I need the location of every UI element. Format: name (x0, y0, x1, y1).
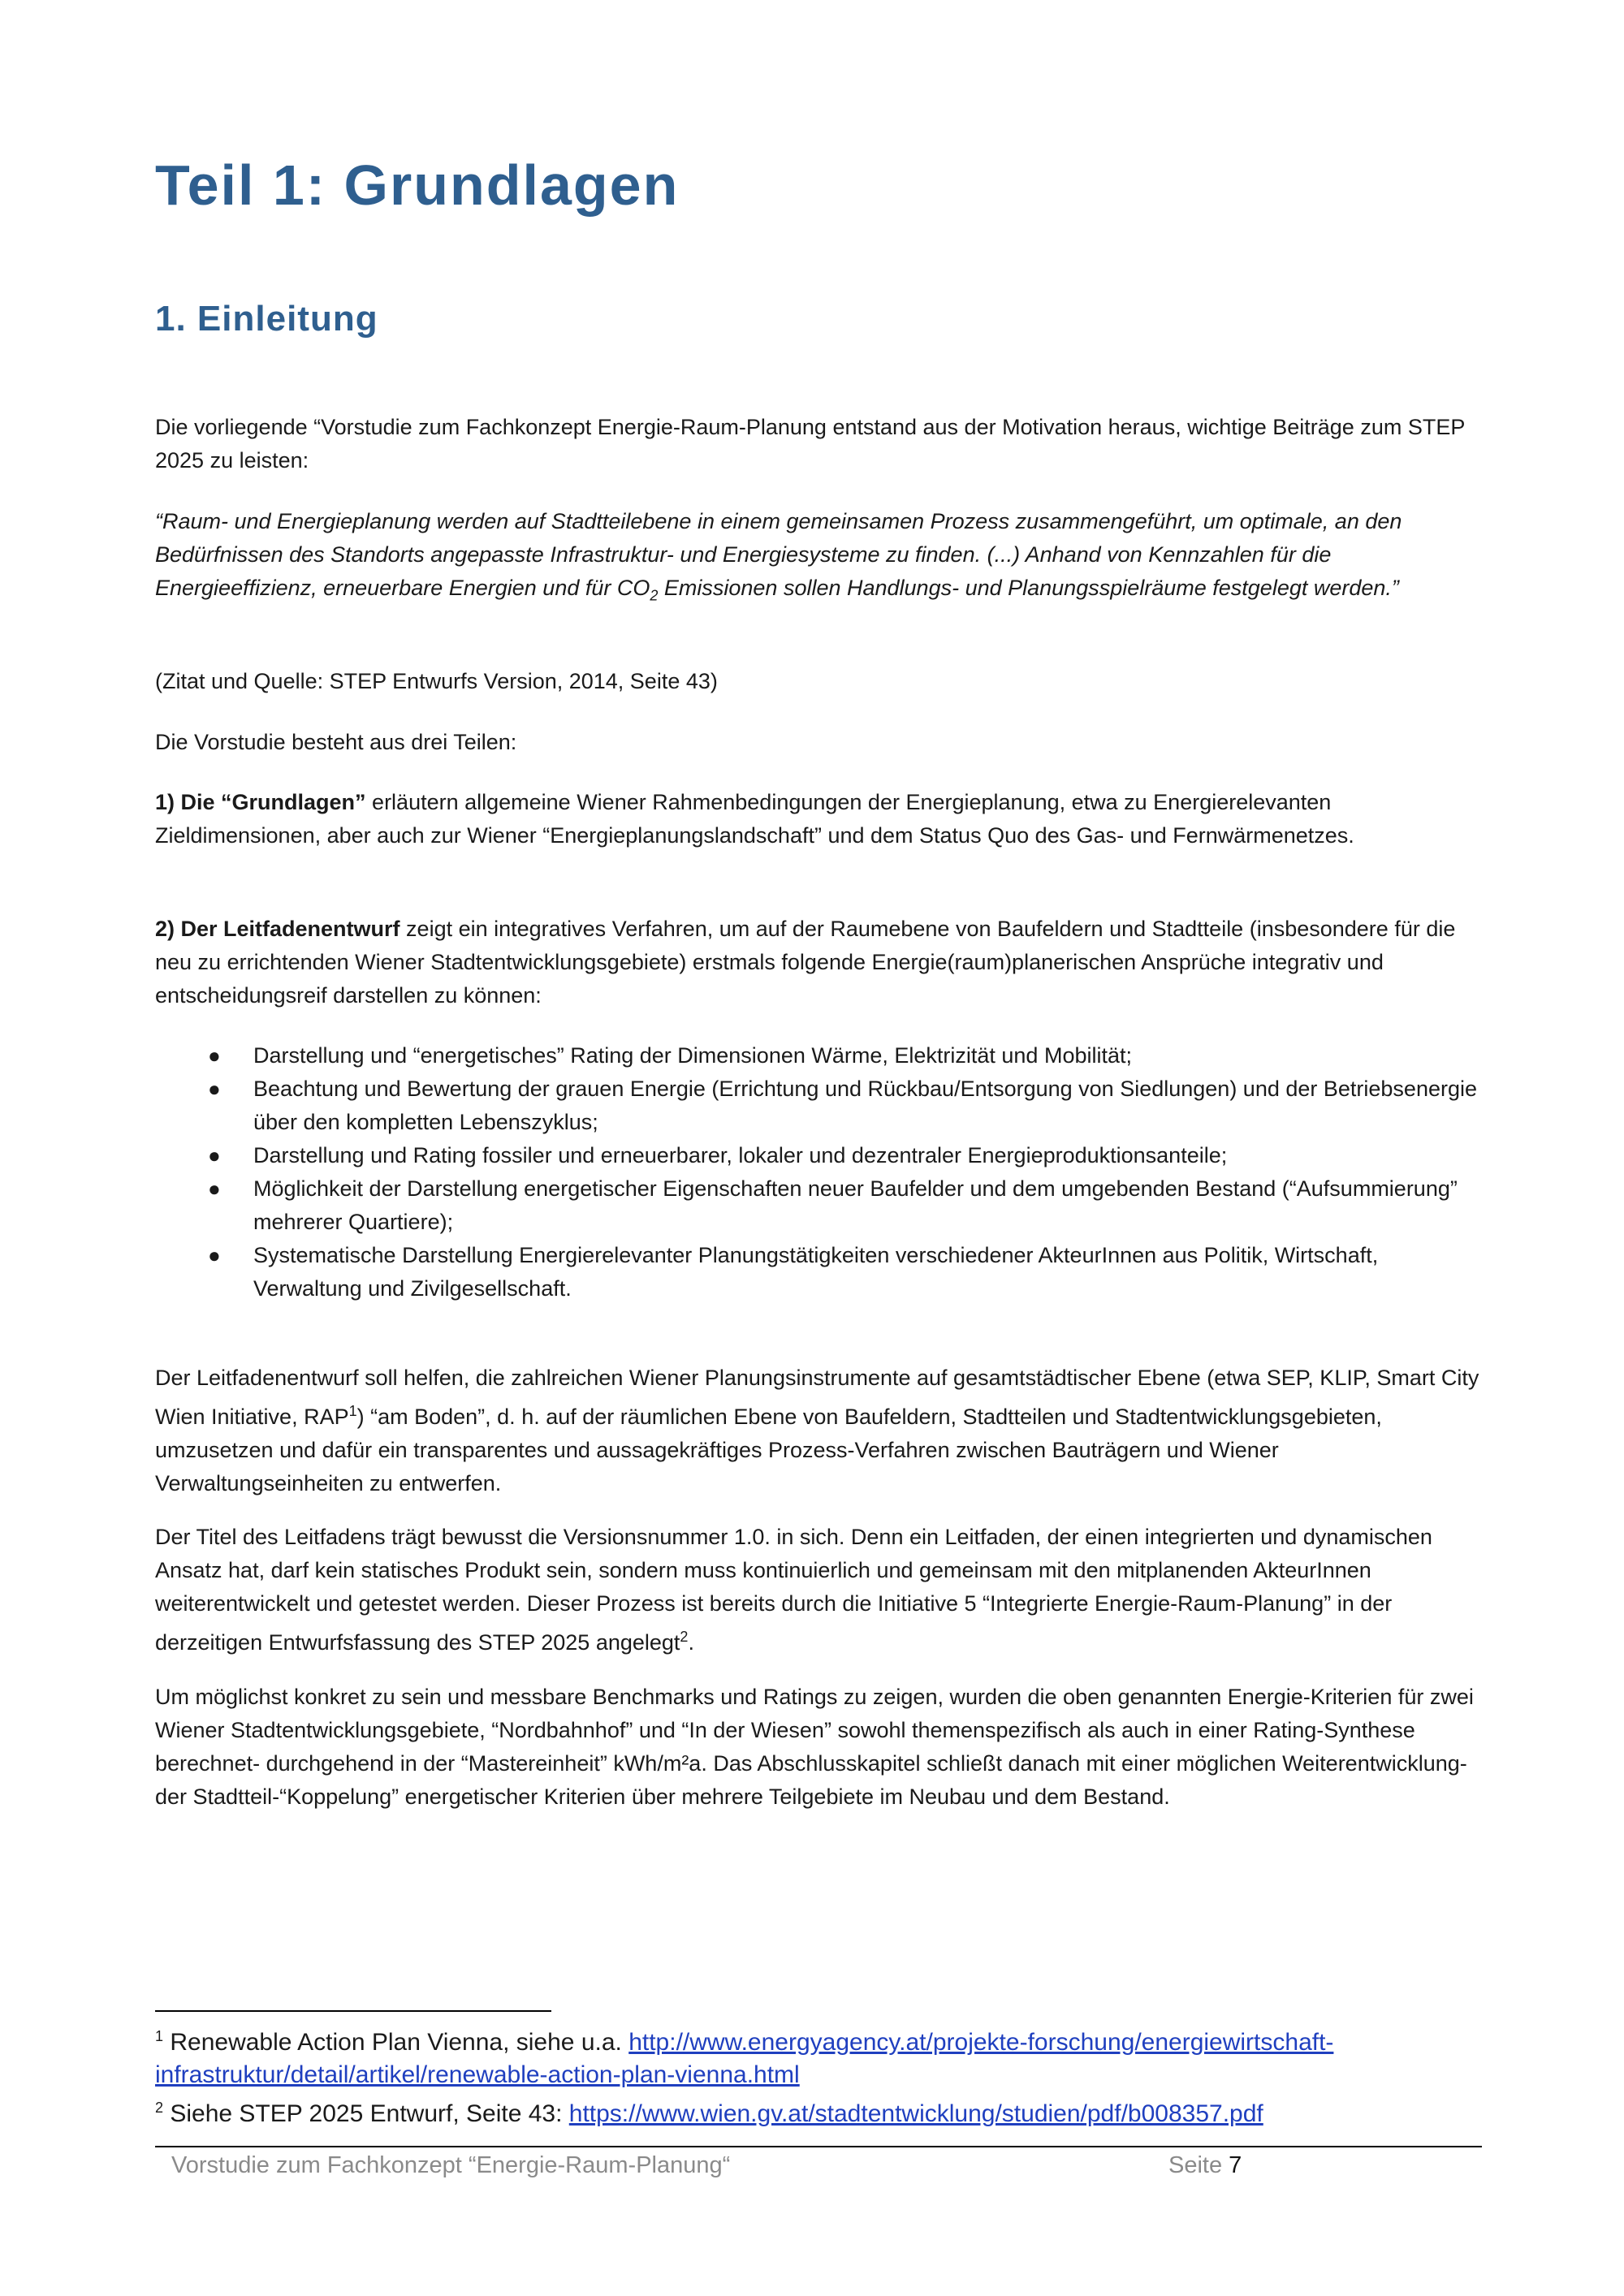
bullet-list-container (155, 1039, 1482, 1306)
footer-separator (155, 2146, 1482, 2147)
quote-text-b: Emissionen sollen Handlungs- und Planungsspielräume festgelegt werden.” (658, 576, 1399, 600)
bullet-list (155, 1039, 1482, 1306)
bullet-icon: ● (208, 1043, 221, 1068)
footnote-ref-1[interactable]: 1 (348, 1403, 357, 1419)
leitfaden-paragraph: Der Leitfadenentwurf soll helfen, die zahlreichen Wiener Planungsinstrumente auf gesamtstädtischer Ebene (etwa SEP, KLIP, Smart City Wien Initiative, RAP$^1$) “am Boden”, d. h. auf der räumlichen Ebene von Baufeldern, Stadtteilen und Stadtentwicklungsgebieten, umzusetzen und dafür ein transparentes und aussagekräftiges Prozess-Verfahren zwischen Bauträgern und Wiener Verwaltungseinheiten zu entwerfen. (155, 1366, 1479, 1495)
list-item: ● Möglichkeit der Darstellung energetischer Eigenschaften neuer Baufelder und dem umgebenden Bestand (“Aufsummierung” mehrerer Quartiere); (155, 1172, 1482, 1239)
citation-text: (Zitat und Quelle: STEP Entwurfs Version, 2014, Seite 43) (155, 669, 718, 693)
page-footer (171, 2152, 1482, 2179)
step-quote (155, 505, 1482, 612)
section-title: 1. Einleitung (155, 299, 378, 339)
footer-page: Seite 7 (1168, 2152, 1242, 2178)
citation (155, 665, 1482, 698)
parts-intro (155, 726, 1482, 759)
list-item: ● Systematische Darstellung Energierelevanter Planungstätigkeiten verschiedener AkteurInnen aus Politik, Wirtschaft, Verwaltung und Zivilgesellschaft. (155, 1239, 1482, 1306)
footnote-separator (155, 2010, 551, 2012)
part2-paragraph (155, 913, 1482, 1012)
titel-paragraph: Der Titel des Leitfadens trägt bewusst die Versionsnummer 1.0. in sich. Denn ein Leitfaden, der einen integrierten und dynamischen Ansatz hat, darf kein statisches Produkt sein, sondern muss kontinuierlich und gemeinsam mit den mitplanenden AkteurInnen weiterentwickelt und getestet werden. Dieser Prozess ist bereits durch die Initiative 5 “Integrierte Energie-Raum-Planung” in der derzeitigen Entwurfsfassung des STEP 2025 angelegt$^2$. (155, 1525, 1432, 1655)
part-title: Teil 1: Grundlagen (155, 153, 680, 217)
footer-doc-title: Vorstudie zum Fachkonzept “Energie-Raum-Planung“ (171, 2152, 731, 2178)
page-number: 7 (1229, 2152, 1242, 2178)
quote-text-a: “Raum- und Energieplanung werden auf Stadtteilebene in einem gemeinsamen Prozess zusammengeführt, um optimale, an den Bedürfnissen des Standorts angepasste Infrastruktur- und Energiesysteme zu finden. (...) Anhand von Kennzahlen für die Energieeffizienz, erneuerbare Energien und für CO (155, 509, 1402, 600)
part2-label: 2) Der Leitfadenentwurf (155, 917, 400, 941)
part1-text: erläutern allgemeine Wiener Rahmenbedingungen der Energieplanung, etwa zu Energierelevanten Zieldimensionen, aber auch zur Wiener “Energieplanungslandschaft” und dem Status Quo des Gas- und Fernwärmenetzes. (155, 790, 1354, 848)
list-item: ● Darstellung und “energetisches” Rating der Dimensionen Wärme, Elektrizität und Mobilität; (155, 1039, 1482, 1072)
bullet-icon: ● (208, 1243, 221, 1267)
part1-paragraph (155, 786, 1482, 852)
footnote-ref-2[interactable]: 2 (680, 1629, 689, 1645)
bullet-icon: ● (208, 1143, 221, 1167)
parts-intro-text: Die Vorstudie besteht aus drei Teilen: (155, 730, 517, 754)
footnote-link-1[interactable]: http://www.energyagency.at/projekte-forschung/energiewirtschaft-infrastruktur/detail/artikel/renewable-action-plan-vienna.html (155, 2029, 1334, 2088)
bullet-icon: ● (208, 1176, 221, 1201)
list-item: ● Darstellung und Rating fossiler und erneuerbarer, lokaler und dezentraler Energieproduktionsanteile; (155, 1139, 1482, 1172)
list-item: ● Beachtung und Bewertung der grauen Energie (Errichtung und Rückbau/Entsorgung von Siedlungen) und der Betriebsenergie über den kompletten Lebenszyklus; (155, 1072, 1482, 1139)
benchmark-paragraph (155, 1681, 1482, 1814)
quote-subscript: 2 (650, 587, 659, 604)
part1-label: 1) Die “Grundlagen” (155, 790, 366, 814)
benchmark-text: Um möglichst konkret zu sein und messbare Benchmarks und Ratings zu zeigen, wurden die oben genannten Energie-Kriterien für zwei Wiener Stadtentwicklungsgebiete, “Nordbahnhof” und “In der Wiesen” sowohl themenspezifisch als auch in einer Rating-Synthese berechnet- durchgehend in der “Mastereinheit” kWh/m²a. Das Abschlusskapitel schließt danach mit einer möglichen Weiterentwicklung- der Stadtteil-“Koppelung” energetischer Kriterien über mehrere Teilgebiete im Neubau und dem Bestand. (155, 1685, 1474, 1809)
footnote-2: $^2$ Siehe STEP 2025 Entwurf, Seite 43: https://www.wien.gv.at/stadtentwicklung/studien/pdf/b008357.pdf (155, 2100, 1263, 2127)
part2-text: zeigt ein integratives Verfahren, um auf der Raumebene von Baufeldern und Stadtteile (insbesondere für die neu zu errichtenden Wiener Stadtentwicklungsgebiete) erstmals folgende Energie(raum)planerischen Ansprüche integrativ und entscheidungsreif darstellen zu können: (155, 917, 1456, 1008)
document-page (155, 0, 1482, 2296)
footnotes (155, 2020, 1495, 2130)
bullet-icon: ● (208, 1077, 221, 1101)
intro-paragraph (155, 411, 1482, 477)
intro-text: Die vorliegende “Vorstudie zum Fachkonzept Energie-Raum-Planung entstand aus der Motivation heraus, wichtige Beiträge zum STEP 2025 zu leisten: (155, 415, 1465, 473)
footnote-link-2[interactable]: https://www.wien.gv.at/stadtentwicklung/studien/pdf/b008357.pdf (568, 2100, 1263, 2127)
footnote-1: $^1$ Renewable Action Plan Vienna, siehe u.a. http://www.energyagency.at/projekte-forschung/energiewirtschaft-infrastruktur/detail/artikel/renewable-action-plan-vienna.html (155, 2028, 1334, 2088)
